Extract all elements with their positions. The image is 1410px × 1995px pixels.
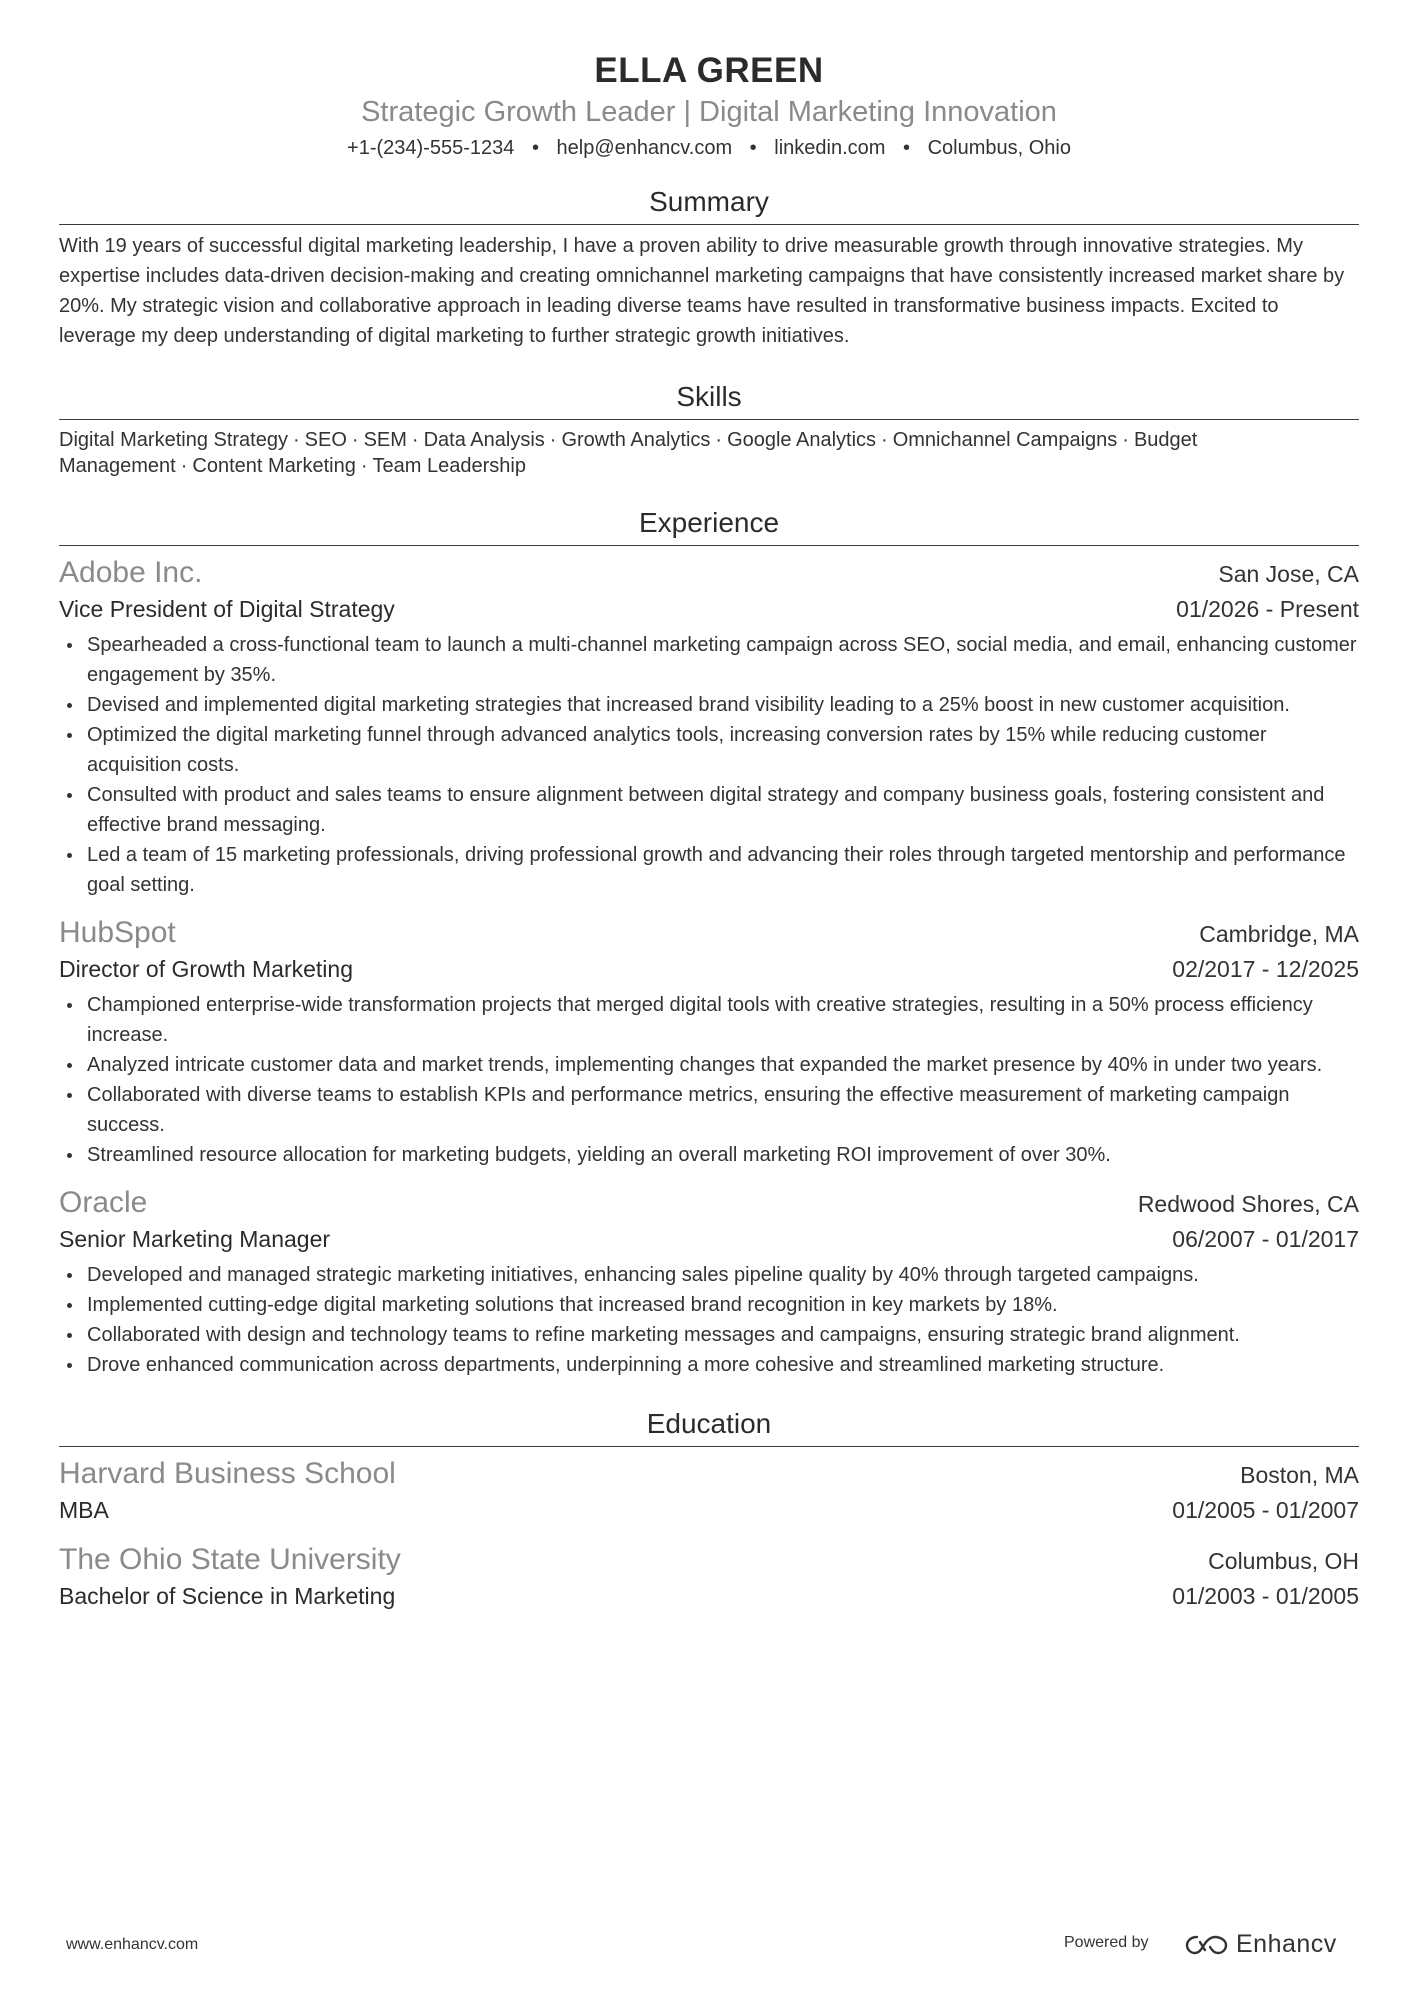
- footer: [0, 1930, 1410, 1960]
- skill-separator: ·: [1122, 429, 1129, 451]
- skill-separator: ·: [715, 429, 723, 451]
- job-dates: 02/2017 - 12/2025: [1172, 956, 1359, 982]
- skill-separator: ·: [351, 429, 359, 451]
- summary-text: With 19 years of successful digital marketing leadership, I have a proven ability to drive measurable growth through innovative strategies. My expertise includes data-driven decision-making and creating omnichannel marketing campaigns that have consistently increased market share by 20%. My strategic vision and collaborative approach in leading diverse teams have resulted in transformative business impacts. Excited to leverage my deep understanding of digital marketing to further strategic growth initiatives.: [59, 235, 1345, 347]
- job-dates: 06/2007 - 01/2017: [1172, 1226, 1359, 1252]
- skill-separator: ·: [411, 429, 419, 451]
- skill-item: Budget Management: [59, 429, 1198, 477]
- skill-item: SEM: [363, 429, 407, 451]
- achievement-bullet: Led a team of 15 marketing professionals, driving professional growth and advancing their roles through targeted mentorship and performance goal setting.: [59, 840, 1359, 900]
- experience-role-row: [59, 1222, 1359, 1256]
- skill-separator: ·: [180, 454, 188, 477]
- achievement-bullet: Consulted with product and sales teams to ensure alignment between digital strategy and company business goals, fostering consistent and effective brand messaging.: [59, 780, 1359, 840]
- school-name: The Ohio State University: [59, 1543, 401, 1576]
- achievement-bullet: Analyzed intricate customer data and market trends, implementing changes that expanded the market presence by 40% in under two years.: [59, 1050, 1359, 1080]
- section-heading-education: Education: [59, 1406, 1359, 1447]
- achievement-bullet: Implemented cutting-edge digital marketing solutions that increased brand recognition in key markets by 18%.: [59, 1290, 1359, 1320]
- skill-separator: ·: [360, 454, 368, 477]
- powered-by-label: Powered by: [1064, 1934, 1149, 1951]
- footer-url[interactable]: www.enhancv.com: [66, 1936, 199, 1953]
- section-heading-skills: Skills: [59, 379, 1359, 420]
- job-location: San Jose, CA: [1218, 561, 1359, 587]
- job-location: Cambridge, MA: [1199, 921, 1359, 947]
- education-degree-row: [59, 1579, 1359, 1613]
- phone-number: +1-(234)-555-1234: [347, 137, 515, 159]
- education-entry: [59, 1455, 1359, 1527]
- skill-item: Omnichannel Campaigns: [892, 429, 1118, 451]
- experience-entry: [59, 1184, 1359, 1380]
- job-dates: 01/2026 - Present: [1176, 596, 1359, 622]
- job-title: Vice President of Digital Strategy: [59, 596, 395, 622]
- education-degree-row: [59, 1493, 1359, 1527]
- education-list: [59, 1455, 1359, 1613]
- skill-item: Data Analysis: [423, 429, 545, 451]
- achievement-bullet: Drove enhanced communication across departments, underpinning a more cohesive and streamlined marketing structure.: [59, 1350, 1359, 1380]
- enhancv-logo-icon: [1184, 1932, 1230, 1958]
- enhancv-logo[interactable]: [1184, 1930, 1337, 1959]
- achievement-list: [59, 630, 1359, 900]
- experience-entry: [59, 554, 1359, 900]
- enhancv-brand: Enhancv: [1236, 1930, 1337, 1958]
- resume-page: [59, 0, 1359, 1613]
- job-title: Director of Growth Marketing: [59, 956, 353, 982]
- section-heading-summary: Summary: [59, 184, 1359, 225]
- degree-name: Bachelor of Science in Marketing: [59, 1583, 396, 1609]
- achievement-bullet: Spearheaded a cross-functional team to launch a multi-channel marketing campaign across SEO, social media, and email, enhancing customer engagement by 35%.: [59, 630, 1359, 690]
- skill-item: Google Analytics: [727, 429, 877, 451]
- section-heading-experience: Experience: [59, 505, 1359, 546]
- skill-item: Digital Marketing Strategy: [59, 429, 288, 451]
- achievement-bullet: Streamlined resource allocation for marketing budgets, yielding an overall marketing ROI improvement of over 30%.: [59, 1140, 1359, 1170]
- experience-header-row: [59, 1184, 1359, 1222]
- experience-role-row: [59, 592, 1359, 626]
- company-name: Oracle: [59, 1186, 148, 1219]
- education-header-row: [59, 1541, 1359, 1579]
- contact-separator: •: [902, 137, 910, 159]
- experience-header-row: [59, 914, 1359, 952]
- achievement-bullet: Optimized the digital marketing funnel through advanced analytics tools, increasing conversion rates by 15% while reducing customer acquisition costs.: [59, 720, 1359, 780]
- skill-item: Content Marketing: [192, 454, 356, 477]
- skill-separator: ·: [881, 429, 888, 451]
- degree-name: MBA: [59, 1497, 109, 1523]
- school-location: Boston, MA: [1240, 1462, 1359, 1488]
- skills-list: [59, 428, 1304, 479]
- contact-separator: •: [749, 137, 757, 159]
- skill-separator: ·: [292, 429, 300, 451]
- school-location: Columbus, OH: [1208, 1548, 1359, 1574]
- education-dates: 01/2005 - 01/2007: [1172, 1497, 1359, 1523]
- achievement-bullet: Devised and implemented digital marketing strategies that increased brand visibility leading to a 25% boost in new customer acquisition.: [59, 690, 1359, 720]
- resume-header: [59, 0, 1359, 162]
- achievement-list: [59, 990, 1359, 1170]
- achievement-bullet: Collaborated with design and technology teams to refine marketing messages and campaigns, ensuring strategic brand alignment.: [59, 1320, 1359, 1350]
- skill-item: Growth Analytics: [561, 429, 711, 451]
- education-header-row: [59, 1455, 1359, 1493]
- company-name: HubSpot: [59, 916, 176, 949]
- job-location: Redwood Shores, CA: [1137, 1191, 1359, 1217]
- linkedin-link[interactable]: linkedin.com: [774, 137, 886, 159]
- contact-line: [59, 134, 1359, 162]
- email-link[interactable]: help@enhancv.com: [556, 137, 733, 159]
- company-name: Adobe Inc.: [59, 556, 203, 589]
- experience-list: [59, 554, 1359, 1380]
- education-entry: [59, 1541, 1359, 1613]
- candidate-title: Strategic Growth Leader | Digital Marketing Innovation: [361, 96, 1057, 128]
- achievement-bullet: Championed enterprise-wide transformation projects that merged digital tools with creative strategies, resulting in a 50% process efficiency increase.: [59, 990, 1359, 1050]
- achievement-bullet: Collaborated with diverse teams to establish KPIs and performance metrics, ensuring the effective measurement of marketing campaign success.: [59, 1080, 1359, 1140]
- achievement-bullet: Developed and managed strategic marketing initiatives, enhancing sales pipeline quality by 40% through targeted campaigns.: [59, 1260, 1359, 1290]
- contact-separator: •: [531, 137, 539, 159]
- school-name: Harvard Business School: [59, 1457, 396, 1490]
- skill-item: SEO: [304, 429, 347, 451]
- education-dates: 01/2003 - 01/2005: [1172, 1583, 1359, 1609]
- skill-item: Team Leadership: [372, 454, 526, 477]
- candidate-name: ELLA GREEN: [594, 51, 824, 90]
- location: Columbus, Ohio: [927, 137, 1071, 159]
- experience-role-row: [59, 952, 1359, 986]
- achievement-list: [59, 1260, 1359, 1380]
- experience-header-row: [59, 554, 1359, 592]
- experience-entry: [59, 914, 1359, 1170]
- skill-separator: ·: [549, 429, 557, 451]
- job-title: Senior Marketing Manager: [59, 1226, 331, 1252]
